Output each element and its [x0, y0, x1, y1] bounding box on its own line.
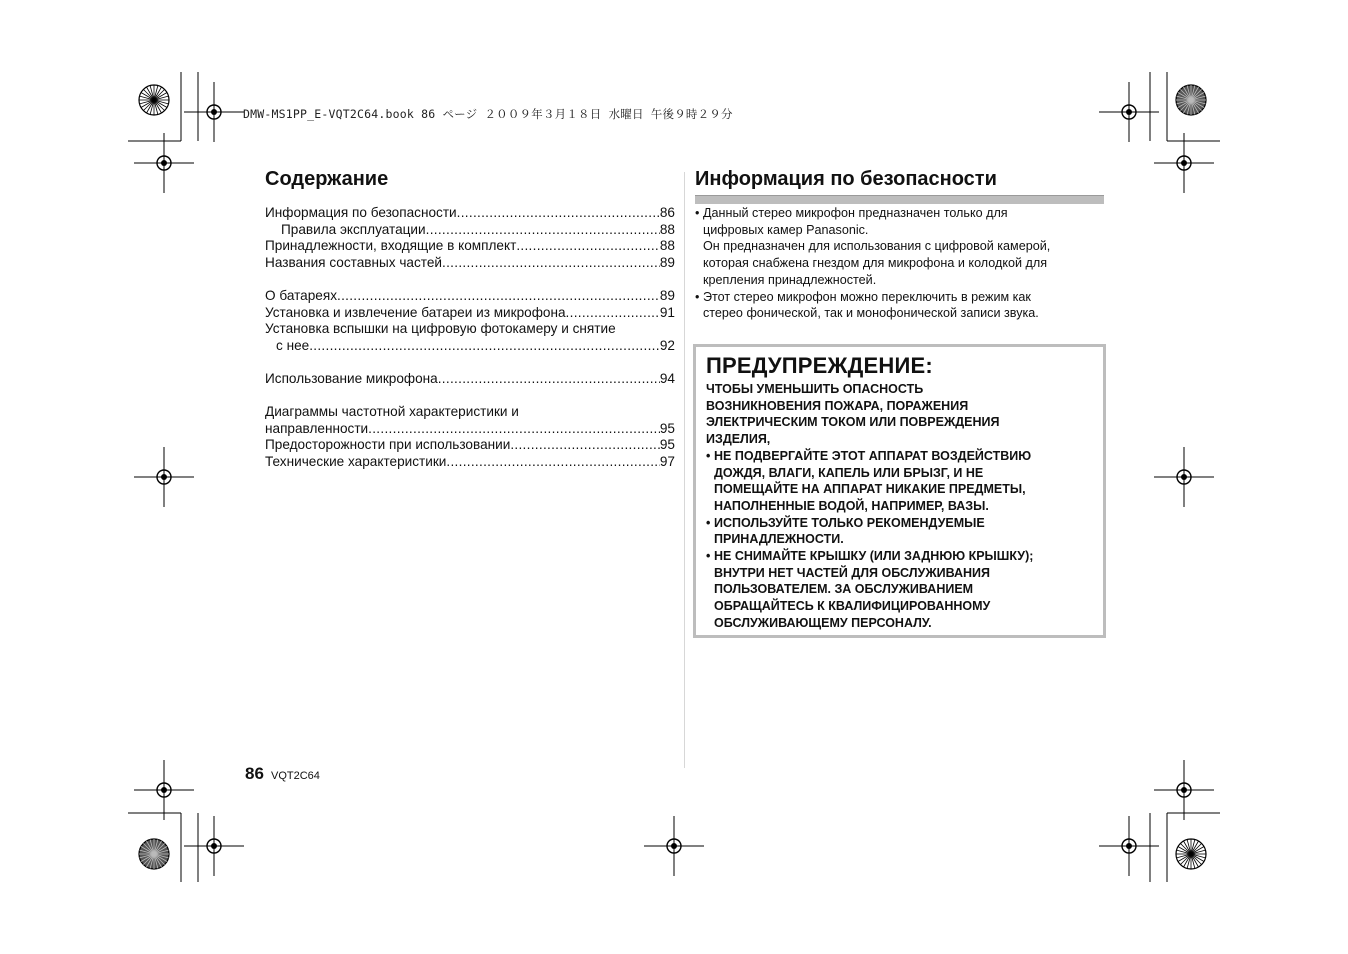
toc-entry-label: Использование микрофона [265, 370, 438, 386]
warning-intro-line: ВОЗНИКНОВЕНИЯ ПОЖАРА, ПОРАЖЕНИЯ [706, 398, 969, 413]
warning-intro-line: ЧТОБЫ УМЕНЬШИТЬ ОПАСНОСТЬ [706, 382, 924, 396]
toc-entry-label: Названия составных частей [265, 254, 443, 270]
warning-item [706, 515, 1095, 548]
toc-entry [265, 205, 675, 222]
toc-leader-dots [442, 255, 660, 272]
toc-entry-label: Принадлежности, входящие в комплект [265, 238, 517, 254]
toc-entry [265, 255, 675, 272]
toc-entry [265, 437, 675, 454]
list-item-text [703, 289, 1105, 322]
print-header: DMW-MS1PP_E-VQT2C64.book 86 ページ ２００９年３月１８日 水曜日 午後９時２９分 [243, 107, 733, 121]
list-item [695, 289, 1105, 322]
toc-entry [265, 288, 675, 305]
page-number: 86 [245, 764, 264, 783]
text-line: которая снабжена гнездом для микрофона и колодкой для [703, 256, 1048, 271]
text-line: ПРИНАДЛЕЖНОСТИ. [714, 532, 844, 547]
toc-line: Диаграммы частотной характеристики и [265, 404, 519, 420]
safety-title: Информация по безопасности [695, 168, 997, 190]
registration-dot [211, 109, 217, 115]
document-code: VQT2C64 [271, 770, 320, 782]
text-line: цифровых камер Panasonic. [703, 222, 869, 237]
toc-line: Установка вспышки на цифровую фотокамеру и снятие [265, 321, 616, 337]
toc-entry [265, 454, 675, 471]
text-line: ДОЖДЯ, ВЛАГИ, КАПЕЛЬ ИЛИ БРЫЗГ, И НЕ [714, 465, 984, 480]
warning-heading: ПРЕДУПРЕЖДЕНИЕ: [706, 353, 933, 378]
text-line: НАПОЛНЕННЫЕ ВОДОЙ, НАПРИМЕР, ВАЗЫ. [714, 498, 989, 513]
bullet: • [695, 206, 700, 220]
warning-body [706, 381, 1095, 632]
registration-dot [211, 843, 217, 849]
title-underline-bar [695, 195, 1104, 204]
text-line: ПОМЕЩАЙТЕ НА АППАРАТ НИКАКИЕ ПРЕДМЕТЫ, [714, 482, 1026, 497]
registration-dot [1181, 160, 1187, 166]
toc-leader-dots [309, 338, 660, 355]
toc-leader-dots [566, 305, 660, 322]
toc-entry-page: 89 [659, 287, 675, 303]
text-line: НЕ ПОДВЕРГАЙТЕ ЭТОТ АППАРАТ ВОЗДЕЙСТВИЮ [714, 448, 1032, 463]
toc-entry-label: Информация по безопасности [265, 205, 457, 220]
toc-entry-page: 89 [659, 254, 675, 270]
toc-entry-label: направленности [265, 420, 369, 436]
text-line: ОБРАЩАЙТЕСЬ К КВАЛИФИЦИРОВАННОМУ [714, 599, 991, 614]
toc-spacer [265, 271, 675, 288]
text-line: НЕ СНИМАЙТЕ КРЫШКУ (ИЛИ ЗАДНЮЮ КРЫШКУ); [714, 549, 1034, 564]
toc-entry-page: 86 [659, 205, 675, 220]
text-line: ИСПОЛЬЗУЙТЕ ТОЛЬКО РЕКОМЕНДУЕМЫЕ [714, 515, 985, 530]
text-line: Данный стерео микрофон предназначен только для [703, 206, 1008, 220]
warning-item-text [714, 515, 1095, 548]
toc-entry-page: 88 [659, 221, 675, 237]
text-line: стерео фонической, так и монофонической записи звука. [703, 306, 1039, 321]
registration-dot [161, 474, 167, 480]
toc-leader-dots [368, 421, 660, 438]
text-line: Он предназначен для использования с цифровой камерой, [703, 239, 1051, 254]
warning-item [706, 448, 1095, 515]
toc-title: Содержание [265, 168, 389, 190]
toc-entry [265, 338, 675, 355]
registration-dot [1181, 474, 1187, 480]
toc-entry-page: 94 [659, 370, 675, 386]
registration-dot [1126, 109, 1132, 115]
registration-dot [671, 843, 677, 849]
text-line: ВНУТРИ НЕТ ЧАСТЕЙ ДЛЯ ОБСЛУЖИВАНИЯ [714, 565, 991, 580]
toc-entry-page: 97 [659, 453, 675, 469]
warning-item-text [714, 548, 1095, 632]
warning-intro-line: ЭЛЕКТРИЧЕСКИМ ТОКОМ ИЛИ ПОВРЕЖДЕНИЯ [706, 415, 1000, 430]
text-line: ОБСЛУЖИВАЮЩЕМУ ПЕРСОНАЛУ. [714, 615, 932, 630]
toc-entry-label: Технические характеристики [265, 453, 447, 469]
bullet: • [695, 289, 700, 304]
toc-entry-label: Установка и извлечение батареи из микрофона [265, 304, 566, 320]
registration-dot [161, 160, 167, 166]
toc-leader-dots [516, 238, 660, 255]
safety-text [695, 205, 1105, 322]
toc-entry [265, 421, 675, 438]
toc-leader-dots [426, 222, 660, 239]
toc-spacer [265, 354, 675, 371]
bullet: • [706, 448, 711, 463]
toc-entry [265, 371, 675, 388]
toc-leader-dots [446, 454, 659, 471]
bullet: • [706, 515, 711, 530]
toc-leader-dots [337, 288, 660, 305]
registration-dot [1126, 843, 1132, 849]
warning-item [706, 548, 1095, 632]
toc-entry [265, 222, 675, 239]
list-item-text [703, 205, 1105, 289]
toc-entry-label: Правила эксплуатации [281, 221, 426, 237]
text-line: ПОЛЬЗОВАТЕЛЕМ. ЗА ОБСЛУЖИВАНИЕМ [714, 582, 974, 597]
bullet: • [706, 549, 711, 564]
list-item [695, 205, 1105, 289]
warning-intro-line: ИЗДЕЛИЯ, [706, 432, 771, 447]
registration-dot [1181, 787, 1187, 793]
text-line: Этот стерео микрофон можно переключить в режим как [703, 289, 1031, 304]
toc-entry-page: 92 [659, 337, 675, 353]
toc-entry-page: 95 [659, 420, 675, 436]
toc-entry [265, 238, 675, 255]
toc-leader-dots [438, 371, 660, 388]
warning-item-text [714, 448, 1095, 515]
toc-spacer [265, 388, 675, 405]
warning-box [693, 344, 1106, 638]
toc-entry-page: 91 [659, 304, 675, 320]
column-divider [684, 172, 685, 768]
toc-entry [265, 305, 675, 322]
table-of-contents [265, 205, 675, 471]
toc-entry-label: Предосторожности при использовании [265, 437, 511, 453]
registration-dot [161, 787, 167, 793]
text-line: крепления принадлежностей. [703, 272, 877, 287]
toc-entry-page: 95 [659, 437, 675, 453]
toc-entry-label: О батареях [265, 287, 337, 303]
toc-entry-label: с нее [276, 337, 310, 353]
toc-leader-dots [510, 437, 660, 454]
toc-entry-page: 88 [659, 238, 675, 254]
toc-leader-dots [457, 205, 660, 222]
